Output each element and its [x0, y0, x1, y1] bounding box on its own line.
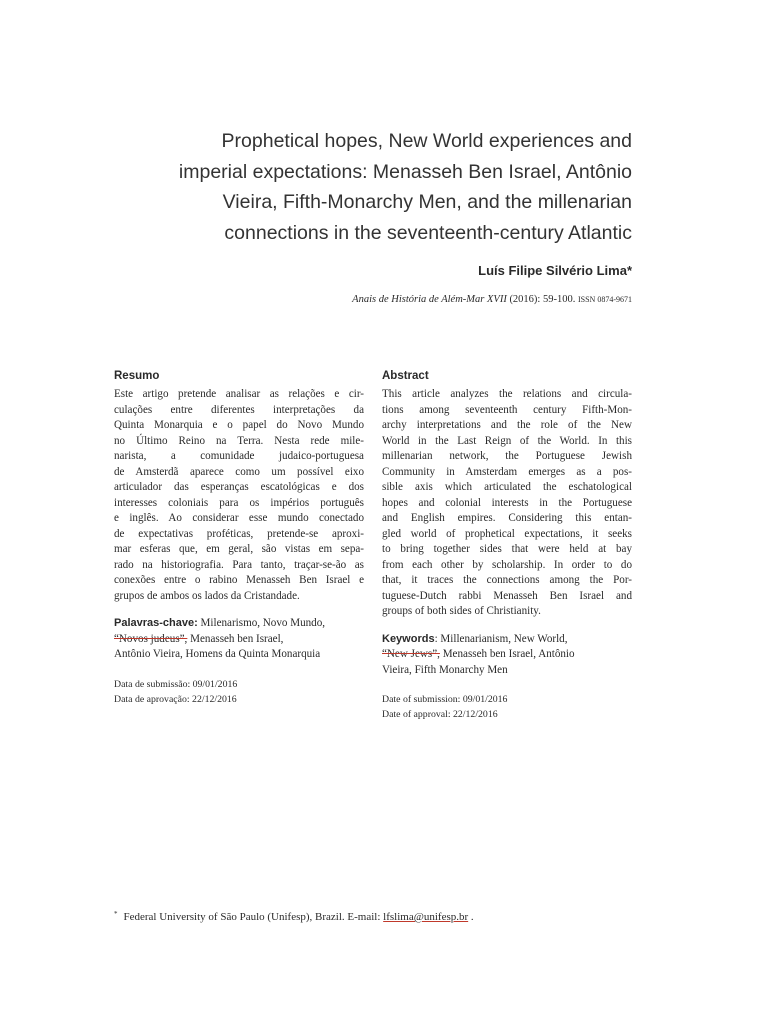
abstract-line: from each other by scholarship. In order to do — [382, 558, 632, 571]
footnote-text: Federal University of São Paulo (Unifesp), Brazil. E-mail: — [123, 911, 384, 923]
resumo-line: mar esferas que, em geral, são vistas em sepa- — [114, 543, 364, 555]
keywords-text: Menasseh ben Israel, — [187, 632, 284, 645]
keywords-line — [382, 632, 632, 648]
resumo-heading: Resumo — [114, 370, 160, 382]
submission-date: Data de submissão: 09/01/2016 — [114, 678, 238, 690]
abstract-line: that, it traces the connections among the Por- — [382, 574, 632, 586]
citation — [352, 294, 632, 305]
approval-date: Date of approval: 22/12/2016 — [382, 709, 498, 720]
struck-keyword: “New Jews”, — [382, 648, 440, 660]
title-line: Prophetical hopes, New World experiences and — [221, 130, 632, 152]
abstract-line: tions among seventeenth century Fifth-Mon- — [382, 403, 632, 416]
resumo-keywords — [114, 616, 364, 663]
resumo-line: Este artigo pretende analisar as relações e cir- — [114, 388, 364, 400]
resumo-line: culações entre diferentes interpretações da — [114, 403, 364, 416]
issn: ISSN 0874-9671 — [577, 295, 632, 304]
abstract-line: World in the Last Reign of the World. In this — [382, 434, 632, 447]
abstract-line: gled world of prophetical expectations, it seeks — [382, 527, 632, 540]
resumo-dates — [114, 677, 364, 707]
approval-date: Data de aprovação: 22/12/2016 — [114, 693, 237, 705]
keywords-line — [114, 616, 364, 632]
title-line: Vieira, Fifth-Monarchy Men, and the millenarian — [222, 191, 632, 213]
keywords-text: Antônio Vieira, Homens da Quinta Monarquia — [114, 648, 321, 660]
keywords-line — [114, 632, 364, 648]
email-link[interactable]: lfslima@unifesp.br — [383, 911, 469, 923]
footnote-end: . — [468, 911, 474, 923]
title-line: connections in the seventeenth-century Atlantic — [224, 221, 632, 244]
keywords-text: : Millenarianism, New World, — [434, 632, 568, 645]
footnote — [114, 910, 474, 923]
keywords-text: Menasseh ben Israel, Antônio — [439, 648, 575, 660]
resumo-line: rado na historiografia. Para tanto, traçar-se-ão as — [114, 558, 364, 571]
footnote-marker: * — [114, 910, 118, 918]
abstract-line: to bring together sides that were held at bay — [382, 543, 632, 555]
resumo-line: e inglês. Ao considerar esse mundo conectado — [114, 512, 364, 524]
resumo-section — [114, 370, 364, 707]
abstract-line: millenarian network, the Portuguese Jewish — [382, 450, 632, 462]
resumo-line: interesses coloniais para os impérios português — [114, 496, 364, 509]
abstract-body — [382, 387, 632, 620]
resumo-line: de Amsterdã aparece como um possível eixo — [114, 465, 364, 478]
resumo-line: de expectativas proféticas, pretende-se aproxi- — [114, 527, 364, 540]
abstract-line: This article analyzes the relations and circula- — [382, 388, 632, 400]
keywords-line — [382, 647, 632, 663]
resumo-body — [114, 387, 364, 604]
article-title — [150, 126, 632, 248]
abstract-line: Community in Amsterdam emerges as a pos- — [382, 465, 632, 478]
abstract-line: and English empires. Considering this entan- — [382, 512, 632, 524]
keywords-label: Keywords — [382, 632, 435, 645]
abstract-heading: Abstract — [382, 370, 429, 382]
struck-keyword: “Novos judeus”, — [114, 632, 188, 645]
keywords-text: Milenarismo, Novo Mundo, — [197, 617, 326, 629]
journal-name: Anais de História de Além-Mar XVII — [352, 294, 507, 305]
abstract-dates — [382, 692, 632, 722]
abstract-keywords — [382, 632, 632, 679]
abstract-line: hopes and colonial interests in the Portuguese — [382, 496, 632, 509]
abstract-line: sible axis which articulated the eschatological — [382, 481, 632, 493]
submission-date: Date of submission: 09/01/2016 — [382, 694, 508, 705]
resumo-line: grupos de ambos os lados da Cristandade. — [114, 589, 300, 602]
resumo-line: no Último Reino na Terra. Nesta rede mile- — [114, 434, 364, 447]
citation-details: (2016): 59-100. — [506, 294, 578, 305]
keywords-text: Vieira, Fifth Monarchy Men — [382, 663, 508, 676]
author-name: Luís Filipe Silvério Lima* — [478, 263, 632, 278]
resumo-line: conexões entre o rabino Menasseh Ben Israel e — [114, 574, 364, 586]
resumo-line: articulador das esperanças escatológicas e dos — [114, 481, 364, 493]
abstract-line: groups of both sides of Christianity. — [382, 605, 541, 617]
keywords-label: Palavras-chave: — [114, 617, 198, 629]
abstract-section — [382, 370, 632, 722]
resumo-line: narista, a comunidade judaico-portuguesa — [114, 450, 364, 462]
abstract-line: archy interpretations and the role of the New — [382, 419, 632, 431]
abstract-line: tuguese-Dutch rabbi Menasseh Ben Israel and — [382, 589, 632, 602]
title-line: imperial expectations: Menasseh Ben Israel, Antônio — [178, 160, 632, 183]
resumo-line: Quinta Monarquia e o papel do Novo Mundo — [114, 419, 364, 431]
